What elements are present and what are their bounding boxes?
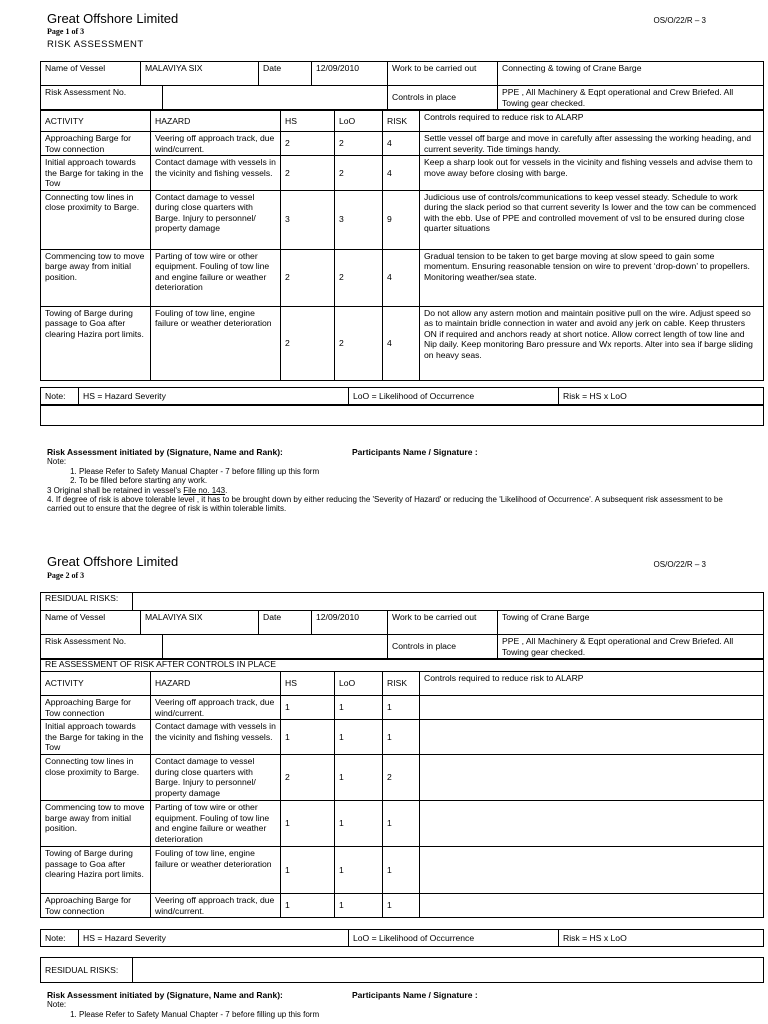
- header-risk: RISK: [383, 111, 420, 132]
- page-label: Page 1 of 3: [47, 27, 85, 36]
- hs-definition: HS = Hazard Severity: [79, 930, 349, 947]
- risk-cell: 1: [383, 847, 420, 894]
- ra-no-label: Risk Assessment No.: [41, 86, 163, 110]
- activity-cell: Initial approach towards the Barge for taking in the Tow: [41, 720, 151, 755]
- participants-label: Participants Name / Signature :: [352, 990, 478, 1000]
- vessel-value: MALAVIYA SIX: [141, 62, 259, 86]
- residual-value: [133, 958, 764, 983]
- risk-cell: 1: [383, 801, 420, 847]
- table-row: [41, 306, 764, 380]
- loo-cell: 1: [335, 894, 383, 918]
- vessel-label: Name of Vessel: [41, 62, 141, 86]
- controls-cell: [420, 720, 764, 755]
- hs-cell: 2: [281, 132, 335, 156]
- note-item-2: 2. To be filled before starting any work.: [79, 476, 737, 485]
- risk-cell: 4: [383, 249, 420, 306]
- doc-ref: OS/O/22/R – 3: [653, 560, 706, 569]
- header-activity: ACTIVITY: [41, 111, 151, 132]
- hazard-cell: Fouling of tow line, engine failure or weather deterioration: [151, 306, 281, 380]
- page-label: Page 2 of 3: [47, 571, 85, 580]
- loo-cell: 2: [335, 156, 383, 191]
- note-item-4: 4. If degree of risk is above tolerable level , it has to be brought down by either reducing the 'Severity of Hazard' or reducing the 'Likelihood of Occurrence'. A subsequent risk assessment to be carried out to ensure that the degree of risk is within tolerable limits.: [47, 495, 723, 514]
- risk-cell: 9: [383, 190, 420, 249]
- residual-value: [133, 593, 764, 611]
- header-risk: RISK: [383, 672, 420, 696]
- risk-cell: 1: [383, 720, 420, 755]
- note-label: Note:: [47, 1000, 67, 1010]
- residual-risks-bottom: [40, 957, 764, 983]
- table-row: [41, 801, 764, 847]
- initiated-by-label: Risk Assessment initiated by (Signature, Name and Rank):: [47, 990, 283, 1000]
- controls-cell: Do not allow any astern motion and maintain positive pull on the wire. Adjust speed so as to maintain bridle connection in water and avoid any jerk on cable. Keep thrusters ON if required and anchors ready at short notice. Allow correct length of tow line and Nip daily. Keep monitoring Baro pressure and Wx reports. Alter into sea if barge sliding on heavy seas.: [420, 306, 764, 380]
- activity-cell: Towing of Barge during passage to Goa after clearing Hazira port limits.: [41, 306, 151, 380]
- controls-value: PPE , All Machinery & Eqpt operational and Crew Briefed. All Towing gear checked.: [498, 635, 764, 659]
- hs-cell: 2: [281, 156, 335, 191]
- loo-definition: LoO = Likelihood of Occurrence: [349, 930, 559, 947]
- activity-cell: Approaching Barge for Tow connection: [41, 696, 151, 720]
- loo-cell: 2: [335, 249, 383, 306]
- note-label: Note:: [41, 930, 79, 947]
- controls-cell: [420, 894, 764, 918]
- work-value: Connecting & towing of Crane Barge: [498, 62, 764, 86]
- date-label: Date: [259, 611, 312, 635]
- table-row: [41, 755, 764, 801]
- header-hazard: HAZARD: [151, 111, 281, 132]
- hazard-cell: Contact damage with vessels in the vicinity and fishing vessels.: [151, 720, 281, 755]
- ra-no-value: [163, 86, 388, 110]
- loo-cell: 2: [335, 132, 383, 156]
- loo-definition: LoO = Likelihood of Occurrence: [349, 388, 559, 405]
- initiated-by-label: Risk Assessment initiated by (Signature, Name and Rank):: [47, 447, 283, 457]
- residual-label: RESIDUAL RISKS:: [41, 593, 133, 611]
- table-row: [41, 894, 764, 918]
- controls-label: Controls in place: [388, 86, 498, 110]
- header-loo: LoO: [335, 672, 383, 696]
- hazard-cell: Parting of tow wire or other equipment. Fouling of tow line and engine failure or weather deterioration: [151, 249, 281, 306]
- hazard-cell: Veering off approach track, due wind/current.: [151, 132, 281, 156]
- controls-cell: Settle vessel off barge and move in carefully after assessing the working heading, and current severity. Tide timings handy.: [420, 132, 764, 156]
- loo-cell: 1: [335, 847, 383, 894]
- hs-cell: 1: [281, 894, 335, 918]
- reassessment-table: [40, 671, 764, 918]
- work-label: Work to be carried out: [388, 62, 498, 86]
- loo-cell: 1: [335, 801, 383, 847]
- file-number: File no. 143: [183, 485, 226, 495]
- note-item-1: 1. Please Refer to Safety Manual Chapter - 7 before filling up this form: [79, 467, 737, 476]
- footer-notes: [47, 448, 737, 514]
- hazard-cell: Contact damage to vessel during close quarters with Barge. Injury to personnel/ property damage: [151, 190, 281, 249]
- controls-cell: Judicious use of controls/communications to keep vessel steady. Schedule to work during the slack period so that current severity Is lower and the tow can be commenced with the ebb. Use of PPE and controlled movement of vsl to be ensured during close quarter situations: [420, 190, 764, 249]
- vessel-info-table: [40, 610, 764, 635]
- hazard-cell: Parting of tow wire or other equipment. Fouling of tow line and engine failure or weather deterioration: [151, 801, 281, 847]
- hs-cell: 1: [281, 801, 335, 847]
- hazard-cell: Veering off approach track, due wind/current.: [151, 696, 281, 720]
- note-label: Note:: [41, 388, 79, 405]
- header-hs: HS: [281, 672, 335, 696]
- company-name: Great Offshore Limited: [47, 554, 179, 569]
- note-label: Note:: [47, 457, 67, 467]
- controls-label: Controls in place: [388, 635, 498, 659]
- controls-cell: [420, 847, 764, 894]
- hs-cell: 1: [281, 720, 335, 755]
- table-row: [41, 696, 764, 720]
- vessel-value: MALAVIYA SIX: [141, 611, 259, 635]
- activity-cell: Commencing tow to move barge away from initial position.: [41, 801, 151, 847]
- residual-label: RESIDUAL RISKS:: [41, 958, 133, 983]
- table-row: [41, 132, 764, 156]
- controls-cell: [420, 696, 764, 720]
- activity-cell: Connecting tow lines in close proximity to Barge.: [41, 755, 151, 801]
- hazard-cell: Contact damage with vessels in the vicinity and fishing vessels.: [151, 156, 281, 191]
- doc-ref: OS/O/22/R – 3: [653, 16, 706, 25]
- header-hs: HS: [281, 111, 335, 132]
- table-row: [41, 847, 764, 894]
- date-value: 12/09/2010: [312, 62, 388, 86]
- hs-cell: 1: [281, 847, 335, 894]
- controls-cell: Gradual tension to be taken to get barge moving at slow speed to gain some momentum. Ensuring reasonable tension on wire to prevent ‘drop-down’ to propellers. Monitoring weather/sea state.: [420, 249, 764, 306]
- ra-no-label: Risk Assessment No.: [41, 635, 163, 659]
- participants-label: Participants Name / Signature :: [352, 447, 478, 457]
- table-row: [41, 720, 764, 755]
- hs-cell: 2: [281, 306, 335, 380]
- loo-cell: 1: [335, 755, 383, 801]
- controls-cell: [420, 755, 764, 801]
- controls-cell: Keep a sharp look out for vessels in the vicinity and fishing vessels and advise them to move away before closing with barge.: [420, 156, 764, 191]
- risk-table: [40, 110, 764, 381]
- activity-cell: Approaching Barge for Tow connection: [41, 894, 151, 918]
- document-title: RISK ASSESSMENT: [47, 39, 144, 50]
- activity-cell: Approaching Barge for Tow connection: [41, 132, 151, 156]
- table-row: [41, 190, 764, 249]
- risk-cell: 2: [383, 755, 420, 801]
- hazard-cell: Contact damage to vessel during close quarters with Barge. Injury to personnel/ property damage: [151, 755, 281, 801]
- risk-definition: Risk = HS x LoO: [559, 930, 764, 947]
- residual-risks-top: [40, 592, 764, 611]
- ra-no-value: [163, 635, 388, 659]
- hs-cell: 2: [281, 249, 335, 306]
- note-item-1: 1. Please Refer to Safety Manual Chapter - 7 before filling up this form: [79, 1010, 737, 1019]
- activity-cell: Initial approach towards the Barge for taking in the Tow: [41, 156, 151, 191]
- risk-cell: 1: [383, 894, 420, 918]
- loo-cell: 1: [335, 696, 383, 720]
- loo-cell: 2: [335, 306, 383, 380]
- reassessment-label: RE ASSESSMENT OF RISK AFTER CONTROLS IN PLACE: [41, 660, 764, 672]
- note-bar: [40, 387, 764, 426]
- hazard-cell: Veering off approach track, due wind/current.: [151, 894, 281, 918]
- loo-cell: 1: [335, 720, 383, 755]
- hs-cell: 2: [281, 755, 335, 801]
- table-row: [41, 156, 764, 191]
- risk-cell: 4: [383, 132, 420, 156]
- activity-cell: Commencing tow to move barge away from initial position.: [41, 249, 151, 306]
- note-blank-row: [41, 406, 764, 426]
- risk-cell: 1: [383, 696, 420, 720]
- hs-definition: HS = Hazard Severity: [79, 388, 349, 405]
- header-activity: ACTIVITY: [41, 672, 151, 696]
- work-label: Work to be carried out: [388, 611, 498, 635]
- vessel-info-table: [40, 61, 764, 86]
- note-item-3: 3 Original shall be retained in vessel's File no. 143.: [47, 485, 228, 495]
- header-loo: LoO: [335, 111, 383, 132]
- risk-cell: 4: [383, 306, 420, 380]
- company-name: Great Offshore Limited: [47, 11, 179, 26]
- controls-table: [40, 634, 764, 659]
- hs-cell: 3: [281, 190, 335, 249]
- work-value: Towing of Crane Barge: [498, 611, 764, 635]
- controls-value: PPE , All Machinery & Eqpt operational and Crew Briefed. All Towing gear checked.: [498, 86, 764, 110]
- risk-cell: 4: [383, 156, 420, 191]
- loo-cell: 3: [335, 190, 383, 249]
- hs-cell: 1: [281, 696, 335, 720]
- header-controls: Controls required to reduce risk to ALARP: [420, 111, 764, 132]
- footer-notes: [47, 991, 737, 1019]
- activity-cell: Connecting tow lines in close proximity to Barge.: [41, 190, 151, 249]
- header-controls: Controls required to reduce risk to ALARP: [420, 672, 764, 696]
- controls-table: [40, 85, 764, 110]
- vessel-label: Name of Vessel: [41, 611, 141, 635]
- signature-line: [47, 448, 737, 457]
- table-row: [41, 249, 764, 306]
- hazard-cell: Fouling of tow line, engine failure or weather deterioration: [151, 847, 281, 894]
- controls-cell: [420, 801, 764, 847]
- signature-line: [47, 991, 737, 1000]
- date-label: Date: [259, 62, 312, 86]
- note-bar: [40, 929, 764, 947]
- header-hazard: HAZARD: [151, 672, 281, 696]
- risk-definition: Risk = HS x LoO: [559, 388, 764, 405]
- activity-cell: Towing of Barge during passage to Goa after clearing Hazira port limits.: [41, 847, 151, 894]
- date-value: 12/09/2010: [312, 611, 388, 635]
